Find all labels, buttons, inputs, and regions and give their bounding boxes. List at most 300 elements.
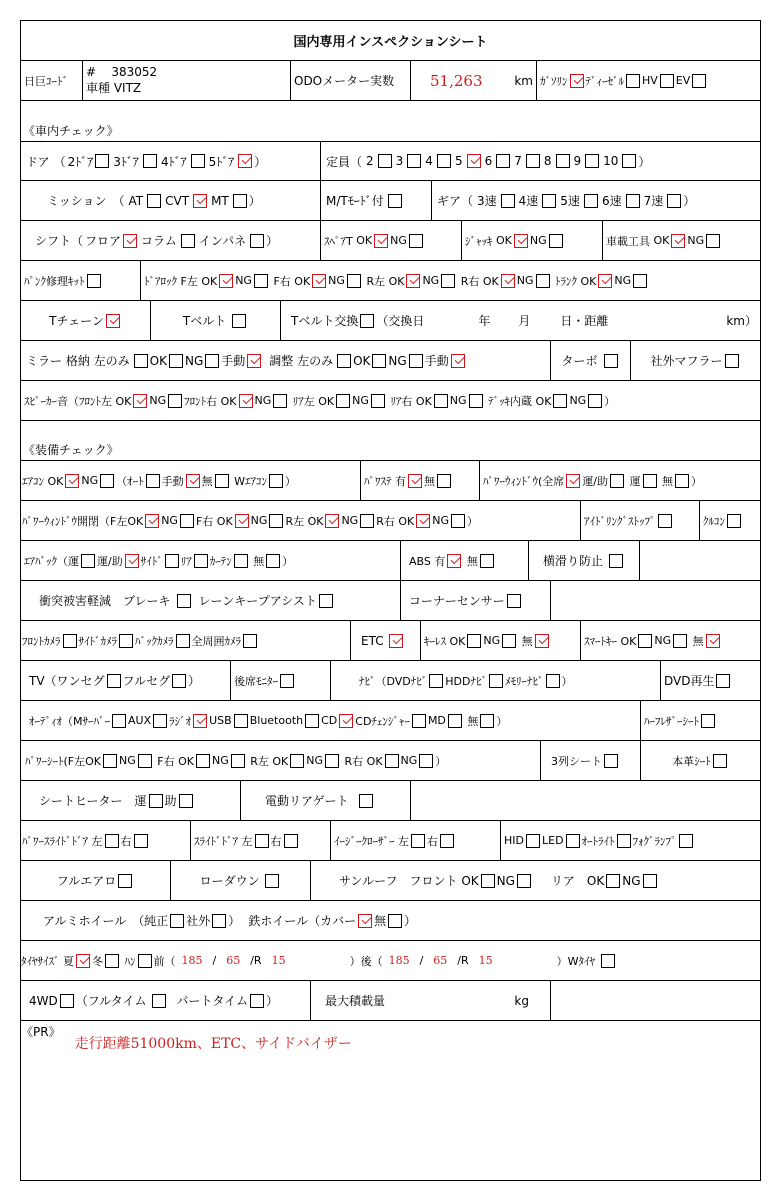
pw-open-row — [21, 501, 760, 541]
door-2-checkbox[interactable] — [95, 154, 109, 168]
label: ﾘｱ左 OK — [292, 394, 335, 408]
heater-driver[interactable] — [149, 794, 163, 808]
audio-usb[interactable] — [234, 714, 248, 728]
door-5-label: 5ﾄﾞｱ — [208, 154, 235, 169]
fourwd-part[interactable] — [250, 994, 264, 1008]
abs-yes[interactable] — [447, 554, 461, 568]
aircon-ng[interactable] — [100, 474, 114, 488]
label: 車載工具 — [606, 234, 650, 248]
label: NG — [211, 754, 229, 767]
odo-label: ODOメーター実数 — [291, 61, 411, 100]
label: Bluetooth — [249, 714, 304, 727]
label: 手動 — [221, 354, 246, 368]
pwo-rl-ng[interactable] — [360, 514, 374, 528]
muffler-checkbox[interactable] — [725, 354, 739, 368]
label: NG — [390, 234, 407, 247]
navi-mem[interactable] — [546, 674, 560, 688]
blank-cell — [411, 781, 760, 820]
doorlock-rl-ok[interactable] — [406, 274, 420, 288]
doorlock-rr-ok[interactable] — [501, 274, 515, 288]
label: 10 — [603, 154, 619, 168]
tools-ok-checkbox[interactable] — [671, 234, 685, 248]
label: / — [212, 954, 217, 967]
mt-mode-checkbox[interactable] — [388, 194, 402, 208]
speaker-deck-ng[interactable] — [588, 394, 602, 408]
label: ｵｰﾃﾞｨｵ（Mｻｰﾊﾞｰ — [29, 714, 110, 728]
label: R右 OK — [344, 754, 383, 768]
pwo-fr-ok[interactable] — [235, 514, 249, 528]
label: ｽﾗｲﾄﾞﾄﾞｱ 左 — [194, 834, 253, 848]
tchain-cell — [21, 301, 151, 340]
smartkey-none[interactable] — [706, 634, 720, 648]
rear-monitor-checkbox[interactable] — [280, 674, 294, 688]
lane-checkbox[interactable] — [319, 594, 333, 608]
label: AUX — [128, 714, 152, 727]
label: OK — [149, 353, 167, 368]
door-5-checkbox[interactable] — [238, 154, 252, 168]
label: ｽﾏｰﾄｷｰ OK — [584, 634, 637, 648]
label: 5速 — [560, 194, 580, 208]
label: ミラー 格納 左のみ — [26, 354, 130, 368]
abs-none[interactable] — [480, 554, 494, 568]
capacity-6-checkbox[interactable] — [496, 154, 510, 168]
label: NG — [388, 353, 407, 368]
section-equipment-title: 《装備チェック》 — [23, 443, 119, 457]
pwo-fl-ng[interactable] — [180, 514, 194, 528]
section-interior-title: 《車内チェック》 — [23, 124, 119, 138]
muffler-cell — [631, 341, 760, 380]
aircon-manual[interactable] — [186, 474, 200, 488]
label: パートタイム — [176, 994, 249, 1008]
capacity-9-checkbox[interactable] — [585, 154, 599, 168]
pwo-fr-ng[interactable] — [269, 514, 283, 528]
label: フルセグ — [122, 674, 171, 688]
tire-w-checkbox[interactable] — [601, 954, 615, 968]
pw-d2[interactable] — [643, 474, 657, 488]
gear-7-checkbox[interactable] — [667, 194, 681, 208]
alumi-genuine[interactable] — [170, 914, 184, 928]
alumi-foreign[interactable] — [212, 914, 226, 928]
model-value[interactable]: VITZ — [113, 81, 142, 95]
sunroof-front-ng[interactable] — [517, 874, 531, 888]
camera-row — [21, 621, 760, 661]
mission-at-checkbox[interactable] — [147, 194, 161, 208]
collision-checkbox[interactable] — [177, 594, 191, 608]
heater-row — [21, 781, 760, 821]
speaker-rl-ok[interactable] — [336, 394, 350, 408]
pseat-cell — [21, 741, 541, 780]
tbelt-change-checkbox[interactable] — [360, 314, 374, 328]
dvd-checkbox[interactable] — [716, 674, 730, 688]
door-4-checkbox[interactable] — [191, 154, 205, 168]
label: ｷｰﾚｽ OK — [424, 634, 466, 648]
camera-front[interactable] — [63, 634, 77, 648]
puncture-checkbox[interactable] — [87, 274, 101, 288]
mission-mt-checkbox[interactable] — [233, 194, 247, 208]
doorlock-trunk-ok[interactable] — [598, 274, 612, 288]
label: 運 — [629, 474, 641, 488]
capacity-label: 定員（ — [326, 154, 363, 169]
label: フロア — [85, 234, 122, 248]
label: 9 — [573, 154, 582, 168]
mission-cvt-checkbox[interactable] — [193, 194, 207, 208]
steel-none[interactable] — [388, 914, 402, 928]
label: OK — [653, 234, 670, 247]
label: 手動 — [161, 474, 184, 488]
aircon-row — [21, 461, 760, 501]
tchain-checkbox[interactable] — [106, 314, 120, 328]
audio-mserver[interactable] — [112, 714, 126, 728]
speaker-fl-ok[interactable] — [133, 394, 147, 408]
label: ﾅﾋﾞ（DVDﾅﾋﾞ — [359, 674, 428, 688]
tire-rear-width[interactable]: 185 — [388, 954, 410, 967]
tire-cell — [21, 941, 760, 980]
audio-aux[interactable] — [153, 714, 167, 728]
label: コラム — [141, 234, 177, 248]
gear-4-checkbox[interactable] — [542, 194, 556, 208]
audio-bluetooth[interactable] — [305, 714, 319, 728]
power-gate-cell — [241, 781, 411, 820]
keyless-ng[interactable] — [502, 634, 516, 648]
airbag-rear[interactable] — [194, 554, 208, 568]
capacity-4-checkbox[interactable] — [437, 154, 451, 168]
pwo-rl-ok[interactable] — [325, 514, 339, 528]
wheel-cell — [21, 901, 419, 940]
fuel-ev-label: EV — [675, 74, 691, 87]
airbag-both[interactable] — [125, 554, 139, 568]
label: レーンキープアシスト — [198, 594, 317, 608]
audio-radio[interactable] — [193, 714, 207, 728]
abs-cell — [401, 541, 529, 580]
airbag-driver[interactable] — [81, 554, 95, 568]
tire-front-rim[interactable]: 15 — [271, 954, 286, 967]
navi-cell — [331, 661, 661, 700]
easy-right[interactable] — [440, 834, 454, 848]
speaker-rr-ng[interactable] — [469, 394, 483, 408]
label: R右 OK — [460, 274, 499, 288]
header-row — [21, 61, 760, 101]
doorlock-trunk-ng[interactable] — [633, 274, 647, 288]
keyless-none[interactable] — [535, 634, 549, 648]
label: 運/助 — [582, 474, 609, 488]
mirror-fold-left[interactable] — [134, 354, 148, 368]
tire-rear-ratio[interactable]: 65 — [433, 954, 448, 967]
door-paren: （ — [53, 154, 66, 169]
aero-cell — [21, 861, 171, 900]
tire-summer[interactable] — [76, 954, 90, 968]
mirror-adjust-ok[interactable] — [372, 354, 386, 368]
aero-checkbox[interactable] — [118, 874, 132, 888]
fuel-ev-checkbox[interactable] — [692, 74, 706, 88]
turbo-checkbox[interactable] — [604, 354, 618, 368]
sunroof-front-ok[interactable] — [481, 874, 495, 888]
label: ﾌﾛﾝﾄ左 OK — [79, 394, 132, 408]
spare-ok-checkbox[interactable] — [374, 234, 388, 248]
tv-row — [21, 661, 760, 701]
tire-front-ratio[interactable]: 65 — [226, 954, 241, 967]
label: ﾊﾝ — [124, 954, 136, 968]
label: 衝突被害軽減 ブレーキ — [39, 594, 171, 608]
odo-cell — [411, 61, 537, 100]
sunroof-rear-ok[interactable] — [606, 874, 620, 888]
code-value[interactable]: 383052 — [111, 65, 158, 79]
pseat-rr-ok[interactable] — [385, 754, 399, 768]
speaker-fr-ng[interactable] — [273, 394, 287, 408]
tire-rear-rim[interactable]: 15 — [478, 954, 493, 967]
power-gate-checkbox[interactable] — [359, 794, 373, 808]
label: 全周囲ｶﾒﾗ — [191, 634, 241, 648]
capacity-8-checkbox[interactable] — [556, 154, 570, 168]
tire-han[interactable] — [138, 954, 152, 968]
label: 無 — [374, 914, 387, 928]
leather-cell — [641, 741, 760, 780]
speaker-row — [21, 381, 760, 421]
mirror-fold-manual[interactable] — [247, 354, 261, 368]
door-3-checkbox[interactable] — [143, 154, 157, 168]
doorlock-rr-ng[interactable] — [536, 274, 550, 288]
mirror-fold-ng[interactable] — [205, 354, 219, 368]
aircon-auto[interactable] — [146, 474, 160, 488]
capacity-10-checkbox[interactable] — [622, 154, 636, 168]
psd-right[interactable] — [134, 834, 148, 848]
pseat-rr-ng[interactable] — [419, 754, 433, 768]
label: NG — [654, 634, 672, 647]
speaker-fr-ok[interactable] — [239, 394, 253, 408]
autolight-checkbox[interactable] — [617, 834, 631, 848]
smartkey-ng[interactable] — [673, 634, 687, 648]
mirror-adjust-manual[interactable] — [451, 354, 465, 368]
jack-ng-checkbox[interactable] — [549, 234, 563, 248]
mirror-adjust-ng[interactable] — [409, 354, 423, 368]
shift-column-checkbox[interactable] — [181, 234, 195, 248]
tbelt-cell — [151, 301, 281, 340]
keyless-ok[interactable] — [467, 634, 481, 648]
etc-checkbox[interactable] — [389, 634, 403, 648]
gear-6-checkbox[interactable] — [626, 194, 640, 208]
gear-3-checkbox[interactable] — [501, 194, 515, 208]
tv-oneseg[interactable] — [107, 674, 121, 688]
pseat-rl-ng[interactable] — [325, 754, 339, 768]
label: シフト（ — [35, 234, 84, 248]
label: NG — [161, 514, 178, 527]
pw-open-cell — [21, 501, 581, 540]
aircon-cell — [21, 461, 361, 500]
airbag-curtain[interactable] — [234, 554, 248, 568]
tv-fullseg[interactable] — [172, 674, 186, 688]
rear-monitor-cell — [231, 661, 331, 700]
capacity-7-checkbox[interactable] — [526, 154, 540, 168]
audio-cdchanger[interactable] — [412, 714, 426, 728]
airbag-side[interactable] — [165, 554, 179, 568]
label: NG — [422, 274, 440, 287]
fuel-hv-checkbox[interactable] — [660, 74, 674, 88]
camera-side[interactable] — [119, 634, 133, 648]
pr-text[interactable]: 走行距離51000km、ETC、サイドバイザー — [74, 1036, 352, 1052]
idle-checkbox[interactable] — [658, 514, 672, 528]
audio-cd[interactable] — [339, 714, 353, 728]
tbelt-checkbox[interactable] — [232, 314, 246, 328]
sd-right[interactable] — [284, 834, 298, 848]
audio-cell — [21, 701, 641, 740]
aircon-ok[interactable] — [65, 474, 79, 488]
speaker-rl-ng[interactable] — [371, 394, 385, 408]
label: USB — [209, 714, 232, 727]
pseat-fr-ok[interactable] — [196, 754, 210, 768]
label: 4WD — [29, 993, 58, 1008]
label: MD — [427, 714, 446, 727]
label: HDDﾅﾋﾞ — [445, 674, 487, 688]
sunroof-rear-ng[interactable] — [643, 874, 657, 888]
gear-5-checkbox[interactable] — [584, 194, 598, 208]
pseat-rl-ok[interactable] — [290, 754, 304, 768]
airbag-none[interactable] — [266, 554, 280, 568]
audio-none[interactable] — [480, 714, 494, 728]
capacity-3-checkbox[interactable] — [407, 154, 421, 168]
sd-left[interactable] — [255, 834, 269, 848]
speaker-fl-ng[interactable] — [168, 394, 182, 408]
label: ﾊﾟﾜｰｼｰﾄ(F左OK — [25, 754, 101, 768]
speaker-rr-ok[interactable] — [434, 394, 448, 408]
speaker-deck-ok[interactable] — [553, 394, 567, 408]
mission-row — [21, 181, 760, 221]
label: ﾘｱ右 OK — [390, 394, 432, 408]
label: ） — [188, 674, 201, 688]
pseat-fr-ng[interactable] — [231, 754, 245, 768]
navi-hdd[interactable] — [489, 674, 503, 688]
camera-around[interactable] — [243, 634, 257, 648]
label: MT — [211, 193, 229, 208]
tire-front-width[interactable]: 185 — [181, 954, 203, 967]
pst-yes[interactable] — [408, 474, 422, 488]
label: ） — [266, 234, 279, 248]
steel-cover[interactable] — [358, 914, 372, 928]
label: ｱｲﾄﾞﾘﾝｸﾞｽﾄｯﾌﾟ — [584, 514, 656, 528]
pseat-fl-ok[interactable] — [103, 754, 117, 768]
capacity-2-checkbox[interactable] — [378, 154, 392, 168]
third-row-checkbox[interactable] — [604, 754, 618, 768]
sunroof-cell — [311, 861, 760, 900]
shift-floor-checkbox[interactable] — [123, 234, 137, 248]
lowdown-checkbox[interactable] — [265, 874, 279, 888]
capacity-5-checkbox[interactable] — [467, 154, 481, 168]
label: （ｵｰﾄ — [116, 474, 144, 488]
aircon-none[interactable] — [215, 474, 229, 488]
label: 7 — [514, 154, 522, 168]
pw-none[interactable] — [675, 474, 689, 488]
label: 横滑り防止 — [543, 554, 604, 568]
aero-row — [21, 861, 760, 901]
psd-left[interactable] — [105, 834, 119, 848]
mirror-fold-ok[interactable] — [169, 354, 183, 368]
jack-ok-checkbox[interactable] — [514, 234, 528, 248]
pwo-rr-ok[interactable] — [416, 514, 430, 528]
mirror-adjust-left[interactable] — [337, 354, 351, 368]
label: 運/助 — [97, 554, 123, 568]
doorlock-fl-ok[interactable] — [219, 274, 233, 288]
half-leather-checkbox[interactable] — [701, 714, 715, 728]
pw-d1[interactable] — [610, 474, 624, 488]
label: F右 OK — [273, 274, 311, 288]
label: /R — [457, 954, 469, 967]
pwo-rr-ng[interactable] — [451, 514, 465, 528]
doorlock-cell — [141, 261, 760, 300]
door-4-label: 4ﾄﾞｱ — [160, 154, 187, 169]
label: 無 — [662, 474, 674, 488]
corner-checkbox[interactable] — [507, 594, 521, 608]
pseat-fl-ng[interactable] — [138, 754, 152, 768]
easy-left[interactable] — [411, 834, 425, 848]
label: NG — [352, 394, 369, 407]
skid-checkbox[interactable] — [609, 554, 623, 568]
doorlock-rl-ng[interactable] — [441, 274, 455, 288]
audio-md[interactable] — [448, 714, 462, 728]
label: ） — [228, 914, 241, 928]
label: NG — [306, 754, 324, 767]
label: ） — [683, 194, 696, 208]
label: CDﾁｪﾝｼﾞｬｰ — [355, 714, 410, 728]
leather-checkbox[interactable] — [713, 754, 727, 768]
pw-all[interactable] — [566, 474, 580, 488]
fourwd-full[interactable] — [152, 994, 166, 1008]
led-checkbox[interactable] — [566, 834, 580, 848]
label: ﾊﾟﾝｸ修理ｷｯﾄ — [24, 274, 85, 288]
doorlock-fr-ng[interactable] — [347, 274, 361, 288]
doorlock-row — [21, 261, 760, 301]
fuel-gasoline-checkbox[interactable] — [570, 74, 584, 88]
label: ） — [604, 394, 616, 408]
corner-cell — [401, 581, 551, 620]
doorlock-fr-ok[interactable] — [312, 274, 326, 288]
navi-dvd[interactable] — [429, 674, 443, 688]
cruise-checkbox[interactable] — [727, 514, 741, 528]
pst-none[interactable] — [437, 474, 451, 488]
label: 手動 — [424, 354, 449, 368]
smartkey-ok[interactable] — [638, 634, 652, 648]
label: ｽﾋﾟｰｶｰ音（ — [24, 394, 79, 408]
label: ﾊﾟﾜｰｳｨﾝﾄﾞｳ(全席 — [483, 474, 565, 488]
tire-winter[interactable] — [105, 954, 119, 968]
label: リア OK — [550, 874, 605, 888]
doorlock-fl-ng[interactable] — [254, 274, 268, 288]
camera-back[interactable] — [176, 634, 190, 648]
fog-checkbox[interactable] — [679, 834, 693, 848]
spare-cell — [321, 221, 462, 260]
label: NG — [516, 274, 534, 287]
odo-value[interactable]: 51,263 — [430, 71, 483, 90]
pwo-fl-ok[interactable] — [145, 514, 159, 528]
speaker-cell — [21, 381, 760, 420]
label: 本革ｼｰﾄ — [672, 754, 711, 768]
shift-inpane-checkbox[interactable] — [250, 234, 264, 248]
hid-checkbox[interactable] — [526, 834, 540, 848]
spare-ng-checkbox[interactable] — [409, 234, 423, 248]
model-label: 車種 — [86, 81, 111, 95]
label: Wｴｱｺﾝ — [234, 474, 268, 488]
fuel-diesel-checkbox[interactable] — [626, 74, 640, 88]
door-cell — [21, 142, 321, 180]
label: 助 — [164, 794, 177, 808]
fourwd-checkbox[interactable] — [60, 994, 74, 1008]
aircon-w[interactable] — [269, 474, 283, 488]
label: 無 — [466, 554, 478, 568]
etc-cell — [351, 621, 421, 660]
label: ﾊﾟﾜｰｳｨﾝﾄﾞｳ開閉（ — [22, 514, 110, 528]
tools-ng-checkbox[interactable] — [706, 234, 720, 248]
label: コーナーセンサー — [409, 594, 505, 608]
label: ローダウン — [199, 874, 260, 888]
label: HID — [504, 834, 524, 847]
heater-assist[interactable] — [179, 794, 193, 808]
